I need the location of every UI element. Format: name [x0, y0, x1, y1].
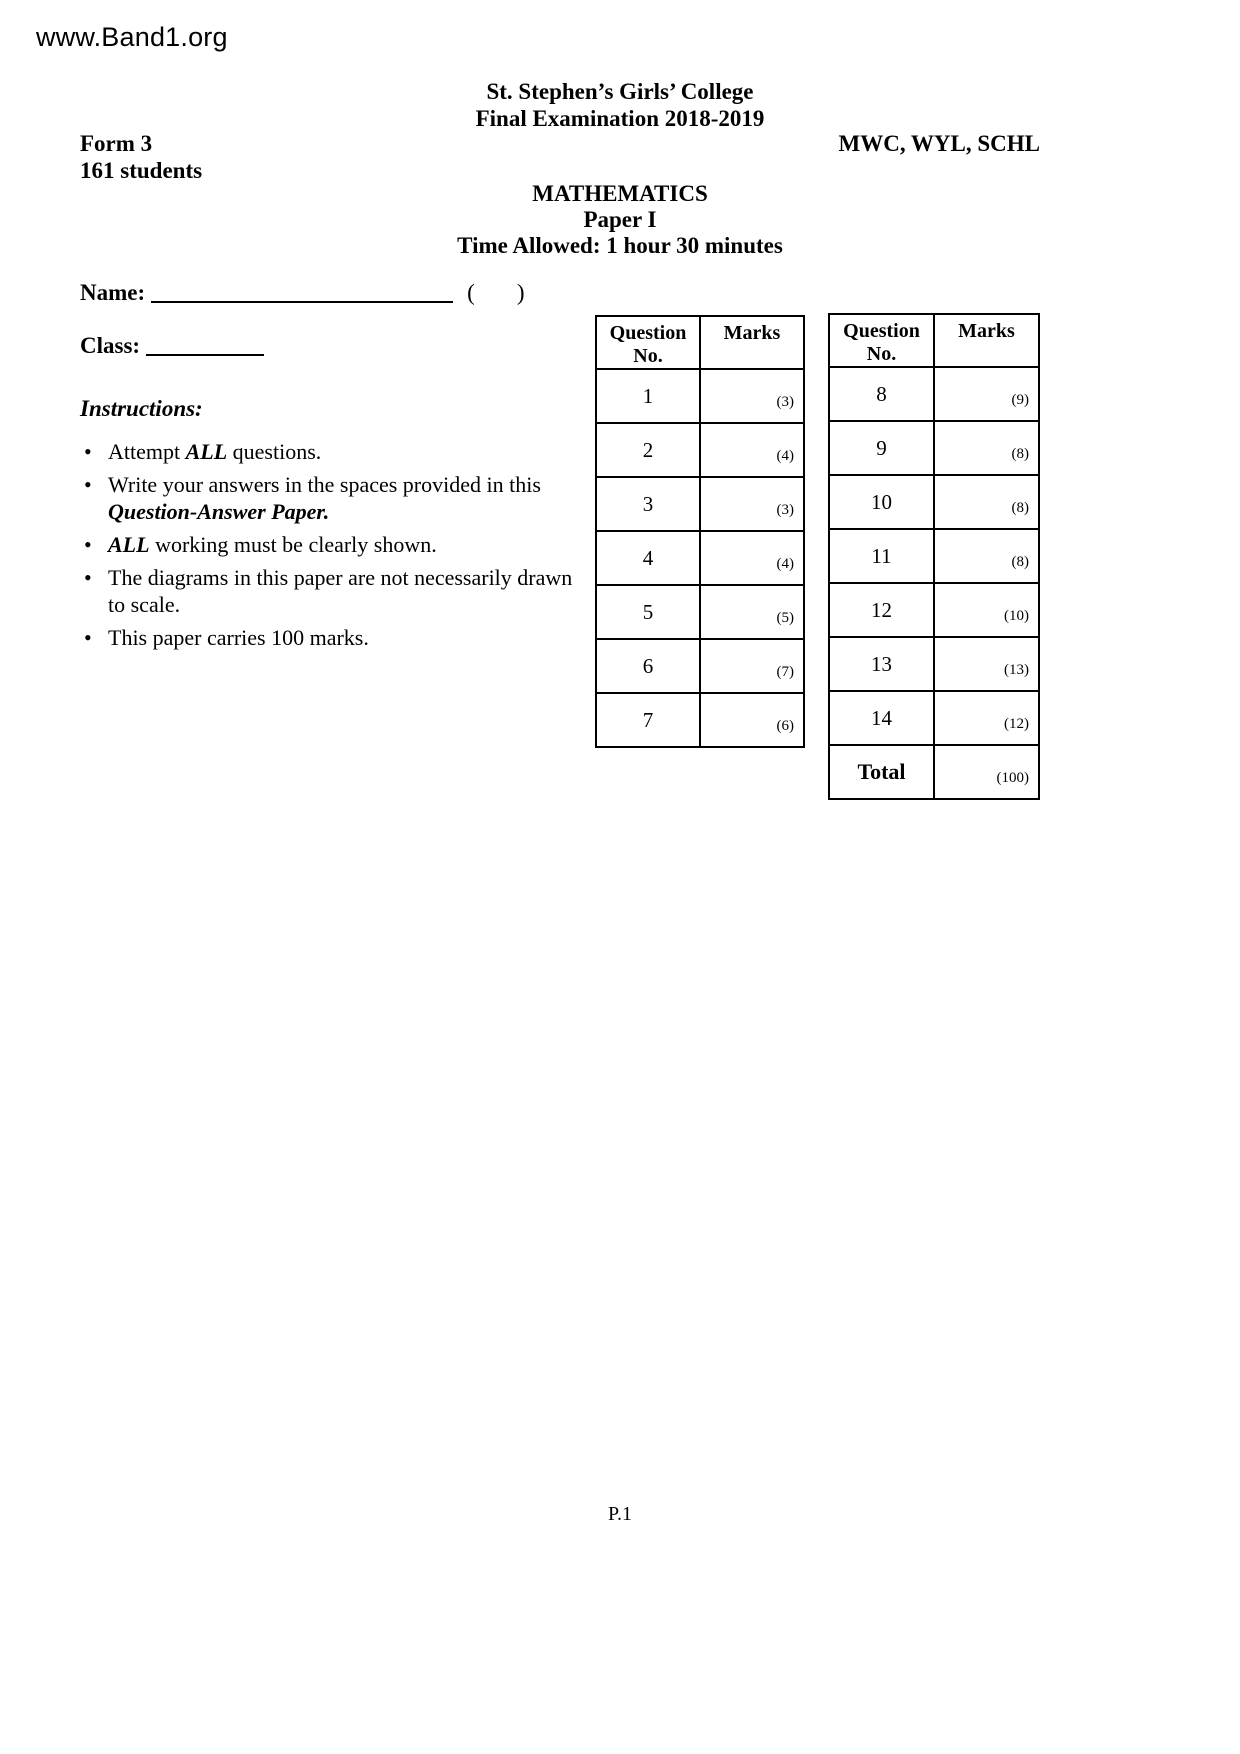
- marks-value: (3): [700, 477, 804, 531]
- col-header-marks: Marks: [700, 316, 804, 369]
- marks-value: (9): [934, 367, 1039, 421]
- marks-value: (8): [934, 529, 1039, 583]
- marks-value: (13): [934, 637, 1039, 691]
- marks-row: [829, 529, 1039, 583]
- class-row: [80, 333, 264, 359]
- marks-row: [829, 691, 1039, 745]
- instruction-text: Write your answers in the spaces provided in this: [108, 472, 541, 497]
- marks-value: (6): [700, 693, 804, 747]
- class-label: Class:: [80, 333, 141, 358]
- question-number: 14: [829, 691, 934, 745]
- marks-table-header-row: [829, 314, 1039, 367]
- marks-row: [829, 367, 1039, 421]
- instruction-text: working must be clearly shown.: [149, 532, 437, 557]
- marks-value: (10): [934, 583, 1039, 637]
- instruction-text: This paper carries 100 marks.: [108, 625, 369, 650]
- instructions-list: [80, 438, 580, 657]
- bullet-marker: •: [84, 565, 92, 590]
- class-number-bracket-close: ): [516, 280, 525, 305]
- instruction-item: [80, 624, 580, 651]
- question-number: 8: [829, 367, 934, 421]
- marks-row: [829, 475, 1039, 529]
- marks-value: (8): [934, 475, 1039, 529]
- subject-header: [0, 181, 1240, 259]
- marks-row: [596, 369, 804, 423]
- col-header-question-no: Question No.: [829, 314, 934, 367]
- marks-row: [829, 421, 1039, 475]
- exam-header: [0, 78, 1240, 132]
- instruction-emphasis: ALL: [185, 439, 228, 464]
- instruction-item: [80, 471, 580, 525]
- paper-number: Paper I: [583, 207, 657, 232]
- marks-row: [596, 639, 804, 693]
- instruction-text: questions.: [227, 439, 322, 464]
- student-count: 161 students: [80, 158, 203, 183]
- instructions-title: Instructions:: [80, 396, 203, 421]
- marks-value: (4): [700, 423, 804, 477]
- name-row: [80, 280, 524, 306]
- subject-name: MATHEMATICS: [532, 181, 708, 206]
- question-number: 6: [596, 639, 700, 693]
- marks-row: [829, 745, 1039, 799]
- marks-table-questions-1-7: [595, 315, 805, 748]
- question-number: 12: [829, 583, 934, 637]
- question-number: 13: [829, 637, 934, 691]
- marks-value: (12): [934, 691, 1039, 745]
- marks-row: [596, 585, 804, 639]
- name-label: Name:: [80, 280, 146, 305]
- marks-row: [829, 637, 1039, 691]
- total-label: Total: [829, 745, 934, 799]
- col-header-marks: Marks: [934, 314, 1039, 367]
- bullet-marker: •: [84, 625, 92, 650]
- setters-initials: MWC, WYL, SCHL: [838, 131, 1040, 156]
- question-number: 11: [829, 529, 934, 583]
- marks-value: (3): [700, 369, 804, 423]
- marks-value: (7): [700, 639, 804, 693]
- question-number: 7: [596, 693, 700, 747]
- instruction-item: [80, 564, 580, 618]
- watermark-text: www.Band1.org: [36, 22, 228, 52]
- form-info: [80, 130, 202, 184]
- marks-row: [596, 477, 804, 531]
- col-header-question-no: Question No.: [596, 316, 700, 369]
- bullet-marker: •: [84, 472, 92, 497]
- marks-row: [596, 531, 804, 585]
- marks-row: [829, 583, 1039, 637]
- question-number: 9: [829, 421, 934, 475]
- instruction-text: The diagrams in this paper are not necessarily drawn to scale.: [108, 565, 573, 617]
- form-level: Form 3: [80, 131, 153, 156]
- marks-table-header-row: [596, 316, 804, 369]
- question-number: 1: [596, 369, 700, 423]
- class-field-line: [146, 354, 264, 356]
- name-field-line: [151, 301, 453, 303]
- marks-row: [596, 423, 804, 477]
- marks-value: (5): [700, 585, 804, 639]
- marks-row: [596, 693, 804, 747]
- instruction-text: Attempt: [108, 439, 186, 464]
- instruction-item: [80, 531, 580, 558]
- class-number-bracket-open: (: [467, 280, 475, 305]
- instruction-item: [80, 438, 580, 465]
- time-allowed: Time Allowed: 1 hour 30 minutes: [457, 233, 783, 258]
- school-name: St. Stephen’s Girls’ College: [486, 79, 754, 104]
- marks-value: (100): [934, 745, 1039, 799]
- instruction-emphasis: ALL: [108, 532, 150, 557]
- bullet-marker: •: [84, 439, 92, 464]
- marks-value: (8): [934, 421, 1039, 475]
- question-number: 4: [596, 531, 700, 585]
- question-number: 3: [596, 477, 700, 531]
- question-number: 2: [596, 423, 700, 477]
- question-number: 5: [596, 585, 700, 639]
- exam-title: Final Examination 2018-2019: [475, 106, 765, 131]
- page-number: P.1: [608, 1503, 632, 1525]
- bullet-marker: •: [84, 532, 92, 557]
- marks-table-questions-8-14: [828, 313, 1040, 800]
- marks-value: (4): [700, 531, 804, 585]
- question-number: 10: [829, 475, 934, 529]
- instruction-emphasis: Question-Answer Paper.: [108, 499, 330, 524]
